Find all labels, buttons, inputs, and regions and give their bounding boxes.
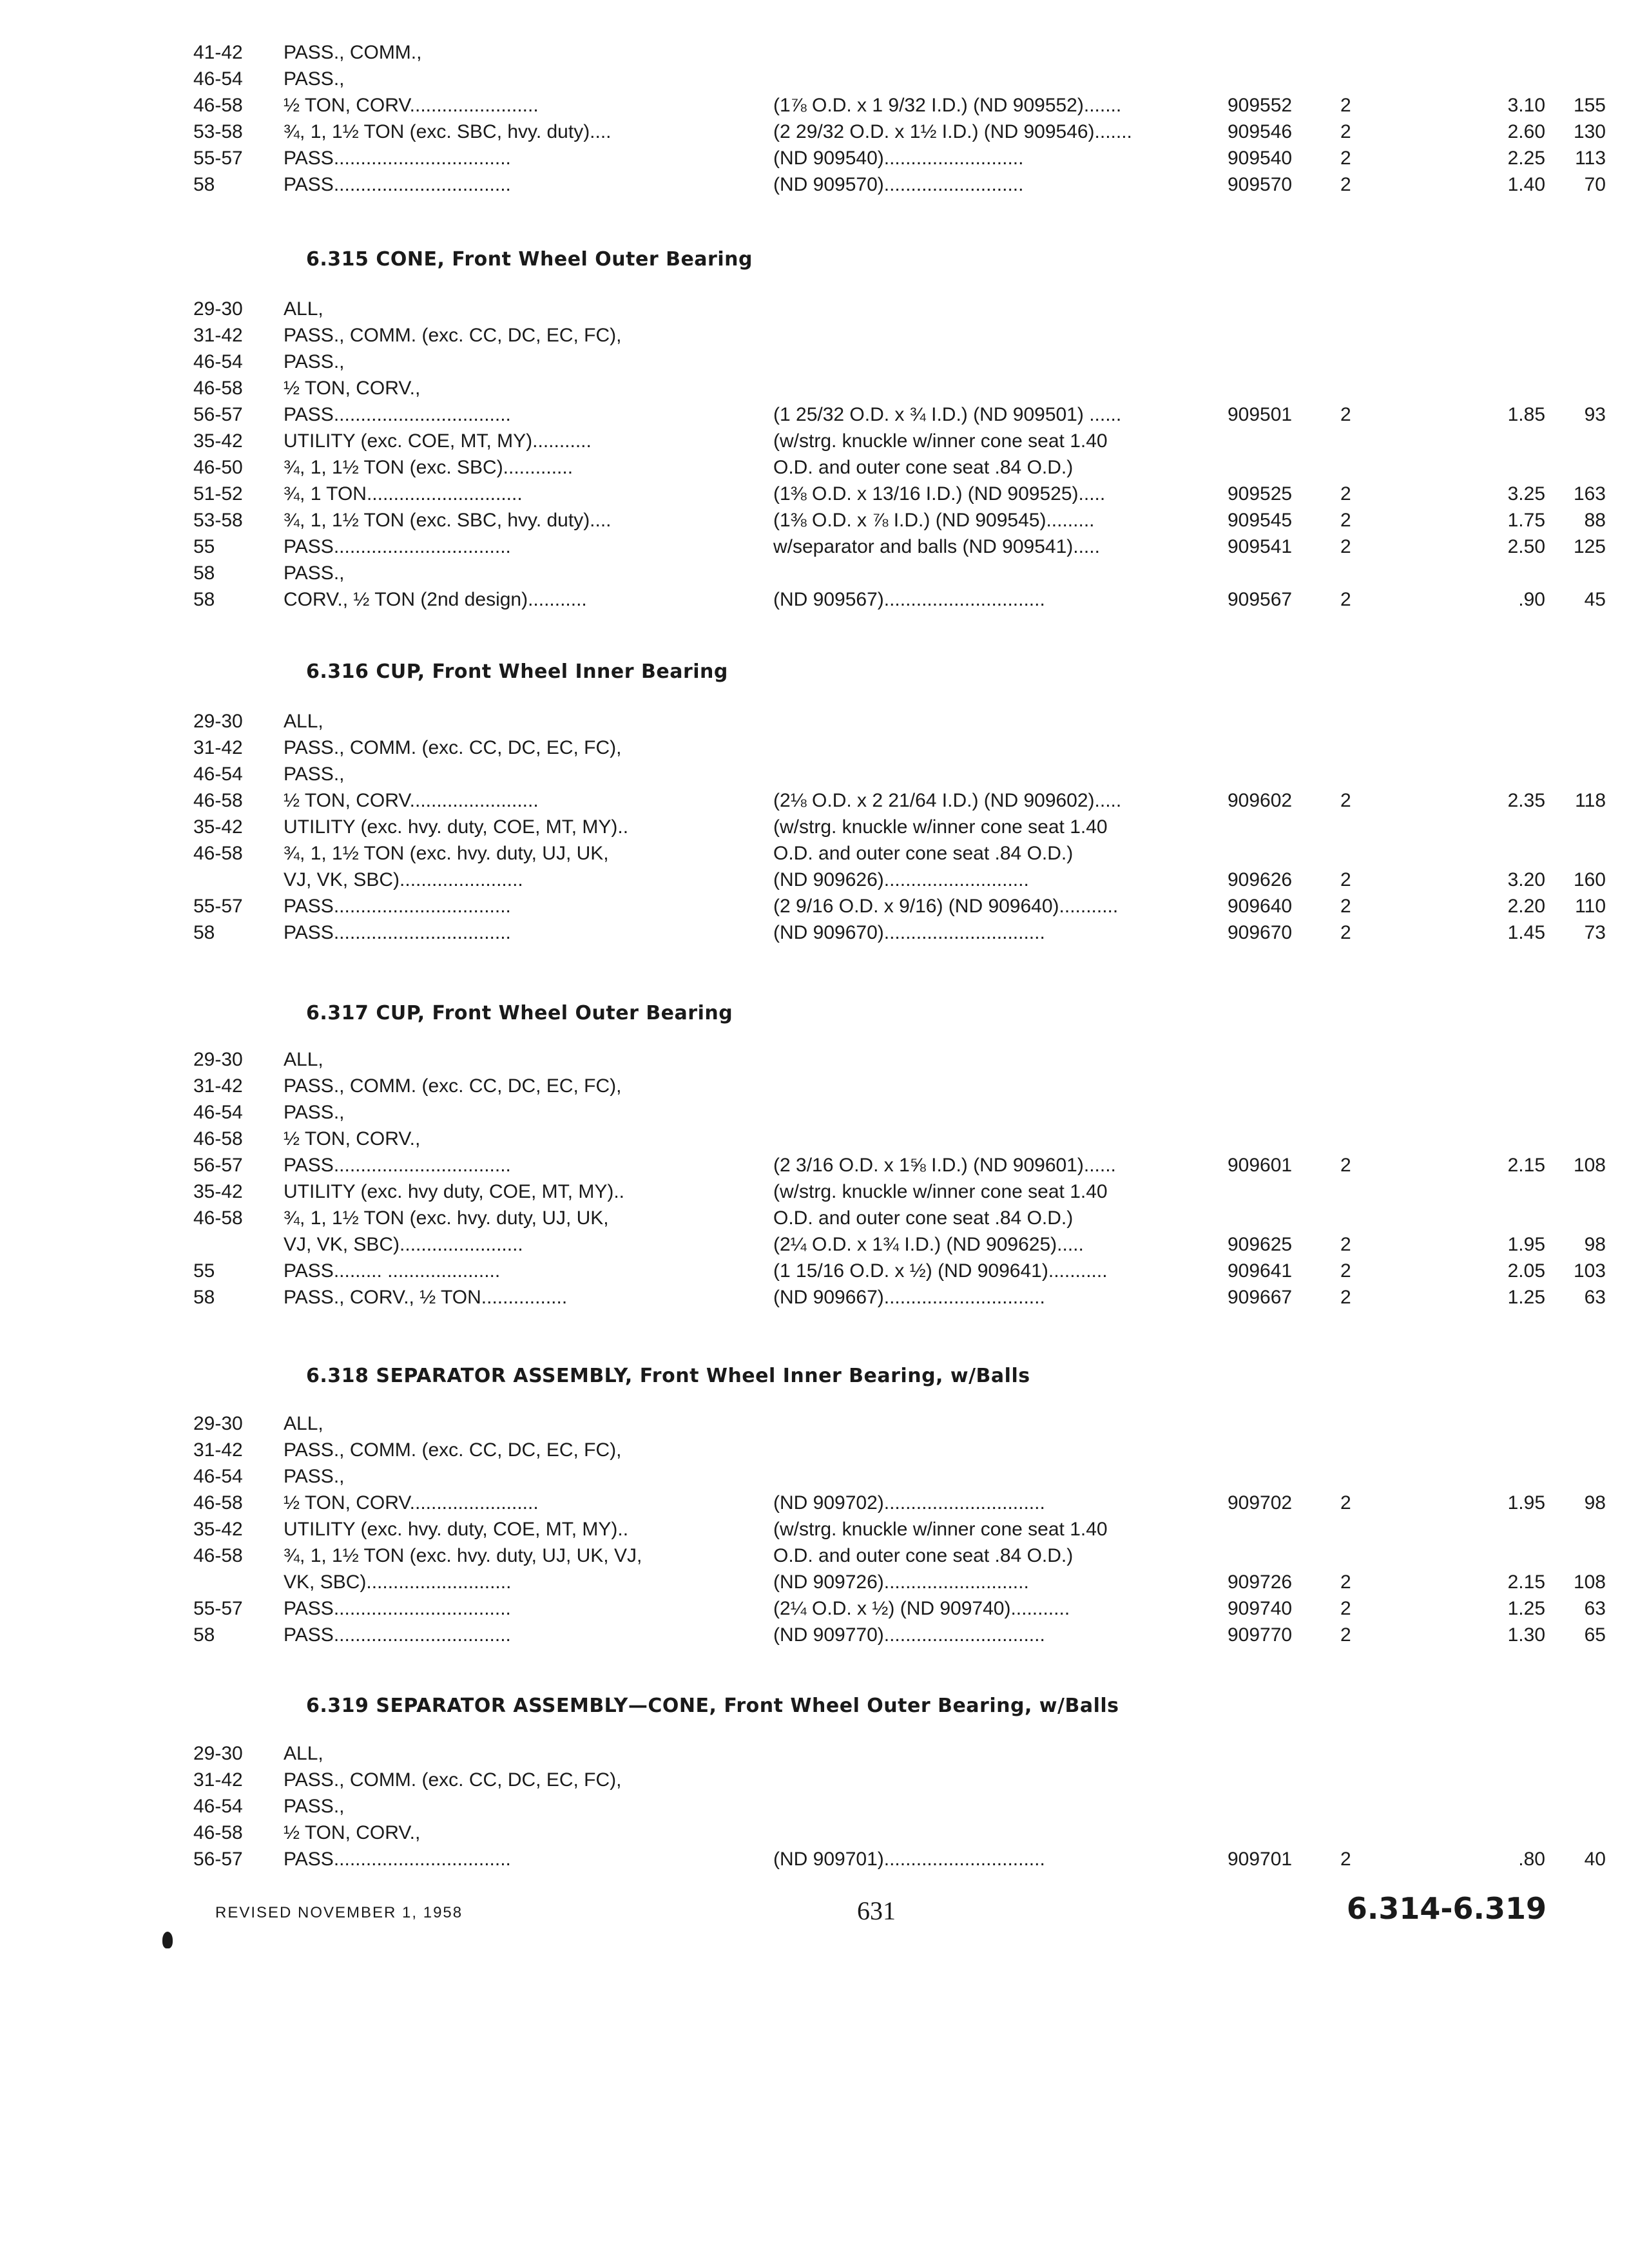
cell-desc: O.D. and outer cone seat .84 O.D.) <box>773 1545 1074 1566</box>
cell-year: 58 <box>193 1624 215 1646</box>
cell-price: 1.40 <box>1507 174 1545 195</box>
cell-part: 909501 <box>1228 404 1293 425</box>
cell-app: ¾, 1, 1½ TON (exc. SBC, hvy. duty).... <box>284 121 612 142</box>
cell-year: 55-57 <box>193 896 243 917</box>
cell-app: PASS................................. <box>284 1155 511 1176</box>
cell-qty: 2 <box>1340 1624 1351 1646</box>
cell-price: 1.30 <box>1507 1624 1545 1646</box>
cell-part: 909670 <box>1228 922 1293 943</box>
table-row <box>0 349 1629 375</box>
table-row <box>0 172 1629 198</box>
cell-desc: (2⅛ O.D. x 2 21/64 I.D.) (ND 909602)..... <box>773 790 1122 811</box>
cell-app: ¾, 1, 1½ TON (exc. SBC)............. <box>284 457 574 478</box>
cell-desc: (ND 909702).............................. <box>773 1492 1045 1514</box>
table-row <box>0 1741 1629 1767</box>
cell-wt: 113 <box>1575 148 1606 169</box>
table-row <box>0 376 1629 401</box>
cell-price: 2.15 <box>1507 1571 1545 1593</box>
cell-app: PASS................................. <box>284 174 511 195</box>
table-row <box>0 323 1629 349</box>
table-row <box>0 894 1629 919</box>
cell-app: ¾, 1 TON............................. <box>284 483 523 505</box>
cell-part: 909667 <box>1228 1287 1293 1308</box>
cell-year: 31-42 <box>193 1769 243 1791</box>
table-row <box>0 920 1629 946</box>
cell-app: ALL, <box>284 1743 323 1764</box>
cell-app: PASS., <box>284 68 345 90</box>
cell-year: 46-54 <box>193 1796 243 1817</box>
cell-part: 909641 <box>1228 1260 1293 1282</box>
cell-app: PASS................................. <box>284 1849 511 1870</box>
cell-app: PASS., <box>284 562 345 584</box>
table-row <box>0 428 1629 454</box>
cell-part: 909726 <box>1228 1571 1293 1593</box>
cell-part: 909545 <box>1228 510 1293 531</box>
cell-year: 29-30 <box>193 1743 243 1764</box>
cell-app: ½ TON, CORV........................ <box>284 790 539 811</box>
cell-app: PASS., COMM. (exc. CC, DC, EC, FC), <box>284 1439 622 1461</box>
table-row <box>0 1179 1629 1205</box>
cell-desc: (1⅜ O.D. x ⅞ I.D.) (ND 909545)......... <box>773 510 1095 531</box>
cell-price: 2.15 <box>1507 1155 1545 1176</box>
cell-app: CORV., ½ TON (2nd design)........... <box>284 589 587 610</box>
cell-qty: 2 <box>1340 1234 1351 1255</box>
cell-price: 1.95 <box>1507 1234 1545 1255</box>
section-range: 6.314-6.319 <box>1346 1891 1547 1926</box>
section-title: 6.319 SEPARATOR ASSEMBLY—CONE, Front Wheel Outer Bearing, w/Balls <box>306 1695 1119 1717</box>
cell-price: 1.25 <box>1507 1598 1545 1619</box>
cell-part: 909570 <box>1228 174 1293 195</box>
cell-price: 3.25 <box>1507 483 1545 505</box>
cell-desc: (w/strg. knuckle w/inner cone seat 1.40 <box>773 1181 1108 1202</box>
table-row <box>0 587 1629 613</box>
cell-app: UTILITY (exc. hvy. duty, COE, MT, MY).. <box>284 1519 629 1540</box>
cell-part: 909540 <box>1228 148 1293 169</box>
cell-wt: 63 <box>1584 1287 1606 1308</box>
cell-app: PASS., COMM. (exc. CC, DC, EC, FC), <box>284 737 622 758</box>
cell-app: PASS................................. <box>284 536 511 557</box>
cell-desc: (2 29/32 O.D. x 1½ I.D.) (ND 909546)....... <box>773 121 1132 142</box>
cell-year: 31-42 <box>193 1439 243 1461</box>
cell-year: 51-52 <box>193 483 243 505</box>
cell-year: 56-57 <box>193 404 243 425</box>
table-row <box>0 1570 1629 1595</box>
cell-app: ½ TON, CORV., <box>284 1822 421 1843</box>
cell-year: 46-58 <box>193 1128 243 1149</box>
cell-year: 58 <box>193 922 215 943</box>
cell-wt: 125 <box>1573 536 1606 557</box>
cell-desc: (ND 909567).............................. <box>773 589 1045 610</box>
cell-qty: 2 <box>1340 869 1351 890</box>
cell-part: 909740 <box>1228 1598 1293 1619</box>
cell-app: ¾, 1, 1½ TON (exc. SBC, hvy. duty).... <box>284 510 612 531</box>
cell-year: 46-58 <box>193 1207 243 1229</box>
table-row <box>0 814 1629 840</box>
cell-app: ALL, <box>284 711 323 732</box>
cell-desc: (2 9/16 O.D. x 9/16) (ND 909640)........... <box>773 896 1119 917</box>
table-row <box>0 1596 1629 1622</box>
cell-qty: 2 <box>1340 174 1351 195</box>
table-row <box>0 1820 1629 1846</box>
cell-desc: (1⅞ O.D. x 1 9/32 I.D.) (ND 909552)....... <box>773 95 1122 116</box>
cell-app: PASS., <box>284 351 345 372</box>
cell-year: 46-58 <box>193 1545 243 1566</box>
cell-app: PASS., COMM. (exc. CC, DC, EC, FC), <box>284 1075 622 1097</box>
cell-wt: 73 <box>1584 922 1606 943</box>
cell-app: UTILITY (exc. COE, MT, MY)........... <box>284 430 592 452</box>
cell-app: PASS................................. <box>284 1598 511 1619</box>
cell-qty: 2 <box>1340 536 1351 557</box>
section-title: 6.315 CONE, Front Wheel Outer Bearing <box>306 248 753 271</box>
cell-year: 29-30 <box>193 1413 243 1434</box>
cell-desc: O.D. and outer cone seat .84 O.D.) <box>773 843 1074 864</box>
cell-year: 46-58 <box>193 378 243 399</box>
cell-wt: 45 <box>1584 589 1606 610</box>
cell-desc: (ND 909726)........................... <box>773 1571 1029 1593</box>
cell-year: 56-57 <box>193 1155 243 1176</box>
cell-part: 909770 <box>1228 1624 1293 1646</box>
table-row <box>0 1073 1629 1099</box>
cell-price: 2.25 <box>1507 148 1545 169</box>
cell-app: ½ TON, CORV........................ <box>284 95 539 116</box>
table-row <box>0 1206 1629 1231</box>
table-row <box>0 1517 1629 1542</box>
cell-app: PASS., <box>284 764 345 785</box>
cell-year: 46-54 <box>193 1466 243 1487</box>
cell-price: 1.45 <box>1507 922 1545 943</box>
cell-wt: 108 <box>1573 1155 1606 1176</box>
table-row <box>0 40 1629 66</box>
cell-part: 909541 <box>1228 536 1293 557</box>
table-row <box>0 66 1629 92</box>
cell-year: 29-30 <box>193 1049 243 1070</box>
cell-year: 58 <box>193 1287 215 1308</box>
cell-qty: 2 <box>1340 510 1351 531</box>
cell-app: ¾, 1, 1½ TON (exc. hvy. duty, UJ, UK, <box>284 1207 609 1229</box>
cell-year: 29-30 <box>193 298 243 320</box>
cell-desc: (1 25/32 O.D. x ¾ I.D.) (ND 909501) ...... <box>773 404 1122 425</box>
table-row <box>0 1464 1629 1490</box>
cell-qty: 2 <box>1340 121 1351 142</box>
cell-price: 3.10 <box>1507 95 1545 116</box>
cell-wt: 103 <box>1573 1260 1606 1282</box>
table-row <box>0 1847 1629 1872</box>
table-row <box>0 841 1629 867</box>
table-row <box>0 1767 1629 1793</box>
cell-wt: 70 <box>1584 174 1606 195</box>
cell-year: 55-57 <box>193 1598 243 1619</box>
table-row <box>0 455 1629 481</box>
cell-app: PASS., <box>284 1796 345 1817</box>
cell-app: UTILITY (exc. hvy duty, COE, MT, MY).. <box>284 1181 624 1202</box>
cell-app: PASS., COMM., <box>284 42 422 63</box>
cell-qty: 2 <box>1340 1155 1351 1176</box>
cell-year: 46-58 <box>193 1492 243 1514</box>
cell-price: .80 <box>1518 1849 1545 1870</box>
cell-year: 58 <box>193 562 215 584</box>
table-row <box>0 146 1629 171</box>
cell-wt: 93 <box>1584 404 1606 425</box>
cell-year: 46-54 <box>193 1102 243 1123</box>
cell-price: 2.20 <box>1507 896 1545 917</box>
table-row <box>0 534 1629 560</box>
cell-app: ALL, <box>284 1049 323 1070</box>
table-row <box>0 1437 1629 1463</box>
cell-app: VK, SBC)........................... <box>284 1571 512 1593</box>
cell-app: PASS................................. <box>284 404 511 425</box>
cell-desc: (ND 909540).......................... <box>773 148 1024 169</box>
table-row <box>0 1285 1629 1311</box>
cell-qty: 2 <box>1340 1849 1351 1870</box>
cell-app: UTILITY (exc. hvy. duty, COE, MT, MY).. <box>284 816 629 838</box>
cell-app: PASS................................. <box>284 1624 511 1646</box>
cell-part: 909626 <box>1228 869 1293 890</box>
cell-desc: (ND 909701).............................. <box>773 1849 1045 1870</box>
cell-year: 46-58 <box>193 1822 243 1843</box>
cell-year: 35-42 <box>193 816 243 838</box>
cell-desc: (w/strg. knuckle w/inner cone seat 1.40 <box>773 1519 1108 1540</box>
cell-desc: (1⅜ O.D. x 13/16 I.D.) (ND 909525)..... <box>773 483 1106 505</box>
cell-price: 1.75 <box>1507 510 1545 531</box>
cell-year: 46-50 <box>193 457 243 478</box>
table-row <box>0 788 1629 814</box>
cell-wt: 155 <box>1573 95 1606 116</box>
cell-desc: O.D. and outer cone seat .84 O.D.) <box>773 1207 1074 1229</box>
cell-year: 56-57 <box>193 1849 243 1870</box>
cell-year: 35-42 <box>193 430 243 452</box>
table-row <box>0 1100 1629 1126</box>
table-row <box>0 1794 1629 1820</box>
cell-desc: (1 15/16 O.D. x ½) (ND 909641)........... <box>773 1260 1108 1282</box>
cell-year: 31-42 <box>193 1075 243 1097</box>
cell-part: 909601 <box>1228 1155 1293 1176</box>
table-row <box>0 508 1629 533</box>
cell-year: 58 <box>193 174 215 195</box>
cell-app: ALL, <box>284 298 323 320</box>
cell-desc: (ND 909670).............................. <box>773 922 1045 943</box>
cell-qty: 2 <box>1340 148 1351 169</box>
cell-desc: (ND 909570).......................... <box>773 174 1024 195</box>
table-row <box>0 762 1629 787</box>
cell-qty: 2 <box>1340 589 1351 610</box>
cell-year: 46-58 <box>193 95 243 116</box>
cell-year: 46-54 <box>193 68 243 90</box>
cell-year: 31-42 <box>193 325 243 346</box>
cell-year: 55 <box>193 1260 215 1282</box>
section-title: 6.316 CUP, Front Wheel Inner Bearing <box>306 660 728 683</box>
cell-price: .90 <box>1518 589 1545 610</box>
cell-year: 58 <box>193 589 215 610</box>
table-row <box>0 1622 1629 1648</box>
cell-qty: 2 <box>1340 95 1351 116</box>
page-number: 631 <box>857 1896 896 1925</box>
cell-part: 909567 <box>1228 589 1293 610</box>
cell-wt: 160 <box>1573 869 1606 890</box>
table-row <box>0 1126 1629 1152</box>
cell-wt: 118 <box>1575 790 1606 811</box>
cell-part: 909625 <box>1228 1234 1293 1255</box>
cell-year: 46-54 <box>193 351 243 372</box>
table-row <box>0 119 1629 145</box>
cell-app: PASS......... ..................... <box>284 1260 501 1282</box>
cell-price: 2.50 <box>1507 536 1545 557</box>
cell-year: 55 <box>193 536 215 557</box>
cell-year: 35-42 <box>193 1181 243 1202</box>
cell-year: 53-58 <box>193 121 243 142</box>
table-row <box>0 1153 1629 1178</box>
cell-year: 53-58 <box>193 510 243 531</box>
section-title: 6.317 CUP, Front Wheel Outer Bearing <box>306 1002 733 1024</box>
cell-part: 909602 <box>1228 790 1293 811</box>
cell-app: ¾, 1, 1½ TON (exc. hvy. duty, UJ, UK, VJ, <box>284 1545 642 1566</box>
cell-app: PASS., <box>284 1466 345 1487</box>
cell-app: VJ, VK, SBC)....................... <box>284 1234 523 1255</box>
cell-part: 909640 <box>1228 896 1293 917</box>
cell-year: 46-54 <box>193 764 243 785</box>
cell-qty: 2 <box>1340 483 1351 505</box>
cell-desc: (ND 909626)........................... <box>773 869 1029 890</box>
cell-qty: 2 <box>1340 1598 1351 1619</box>
cell-part: 909702 <box>1228 1492 1293 1514</box>
table-row <box>0 735 1629 761</box>
cell-desc: (2 3/16 O.D. x 1⅝ I.D.) (ND 909601)...... <box>773 1155 1116 1176</box>
cell-year: 46-58 <box>193 843 243 864</box>
cell-price: 1.25 <box>1507 1287 1545 1308</box>
cell-app: VJ, VK, SBC)....................... <box>284 869 523 890</box>
cell-app: PASS., <box>284 1102 345 1123</box>
cell-wt: 130 <box>1573 121 1606 142</box>
cell-app: PASS., COMM. (exc. CC, DC, EC, FC), <box>284 325 622 346</box>
cell-desc: (ND 909770).............................. <box>773 1624 1045 1646</box>
table-row <box>0 1258 1629 1284</box>
cell-year: 35-42 <box>193 1519 243 1540</box>
cell-year: 29-30 <box>193 711 243 732</box>
cell-desc: O.D. and outer cone seat .84 O.D.) <box>773 457 1074 478</box>
cell-price: 1.95 <box>1507 1492 1545 1514</box>
cell-qty: 2 <box>1340 896 1351 917</box>
cell-price: 2.05 <box>1507 1260 1545 1282</box>
cell-part: 909525 <box>1228 483 1293 505</box>
table-row <box>0 481 1629 507</box>
cell-part: 909546 <box>1228 121 1293 142</box>
cell-part: 909701 <box>1228 1849 1293 1870</box>
cell-app: ½ TON, CORV., <box>284 378 421 399</box>
table-row <box>0 296 1629 322</box>
cell-part: 909552 <box>1228 95 1293 116</box>
cell-wt: 63 <box>1584 1598 1606 1619</box>
cell-wt: 108 <box>1573 1571 1606 1593</box>
cell-wt: 110 <box>1575 896 1606 917</box>
cell-price: 2.35 <box>1507 790 1545 811</box>
table-row <box>0 93 1629 119</box>
cell-wt: 98 <box>1584 1234 1606 1255</box>
cell-desc: (2¼ O.D. x 1¾ I.D.) (ND 909625)..... <box>773 1234 1084 1255</box>
table-row <box>0 1411 1629 1437</box>
cell-wt: 98 <box>1584 1492 1606 1514</box>
cell-app: ALL, <box>284 1413 323 1434</box>
cell-app: PASS................................. <box>284 922 511 943</box>
table-row <box>0 1543 1629 1569</box>
ink-mark <box>162 1932 173 1948</box>
cell-year: 55-57 <box>193 148 243 169</box>
cell-year: 31-42 <box>193 737 243 758</box>
cell-price: 1.85 <box>1507 404 1545 425</box>
table-row <box>0 867 1629 893</box>
table-row <box>0 1232 1629 1258</box>
cell-price: 3.20 <box>1507 869 1545 890</box>
cell-wt: 88 <box>1584 510 1606 531</box>
cell-qty: 2 <box>1340 404 1351 425</box>
cell-app: PASS................................. <box>284 148 511 169</box>
cell-app: ¾, 1, 1½ TON (exc. hvy. duty, UJ, UK, <box>284 843 609 864</box>
cell-qty: 2 <box>1340 1287 1351 1308</box>
cell-year: 46-58 <box>193 790 243 811</box>
cell-qty: 2 <box>1340 922 1351 943</box>
cell-app: PASS................................. <box>284 896 511 917</box>
cell-desc: (w/strg. knuckle w/inner cone seat 1.40 <box>773 816 1108 838</box>
cell-desc: w/separator and balls (ND 909541)..... <box>773 536 1100 557</box>
section-title: 6.318 SEPARATOR ASSEMBLY, Front Wheel Inner Bearing, w/Balls <box>306 1365 1030 1387</box>
cell-year: 41-42 <box>193 42 243 63</box>
cell-wt: 65 <box>1584 1624 1606 1646</box>
table-row <box>0 561 1629 586</box>
cell-app: ½ TON, CORV., <box>284 1128 421 1149</box>
cell-app: PASS., CORV., ½ TON................ <box>284 1287 568 1308</box>
cell-wt: 40 <box>1584 1849 1606 1870</box>
cell-qty: 2 <box>1340 790 1351 811</box>
table-row <box>0 402 1629 428</box>
cell-desc: (2¼ O.D. x ½) (ND 909740)........... <box>773 1598 1070 1619</box>
revision-date: REVISED NOVEMBER 1, 1958 <box>215 1904 463 1921</box>
cell-desc: (w/strg. knuckle w/inner cone seat 1.40 <box>773 430 1108 452</box>
cell-wt: 163 <box>1573 483 1606 505</box>
table-row <box>0 709 1629 735</box>
table-row <box>0 1047 1629 1073</box>
cell-app: ½ TON, CORV........................ <box>284 1492 539 1514</box>
cell-app: PASS., COMM. (exc. CC, DC, EC, FC), <box>284 1769 622 1791</box>
cell-desc: (ND 909667).............................. <box>773 1287 1045 1308</box>
cell-qty: 2 <box>1340 1260 1351 1282</box>
cell-price: 2.60 <box>1507 121 1545 142</box>
cell-qty: 2 <box>1340 1571 1351 1593</box>
cell-qty: 2 <box>1340 1492 1351 1514</box>
table-row <box>0 1490 1629 1516</box>
